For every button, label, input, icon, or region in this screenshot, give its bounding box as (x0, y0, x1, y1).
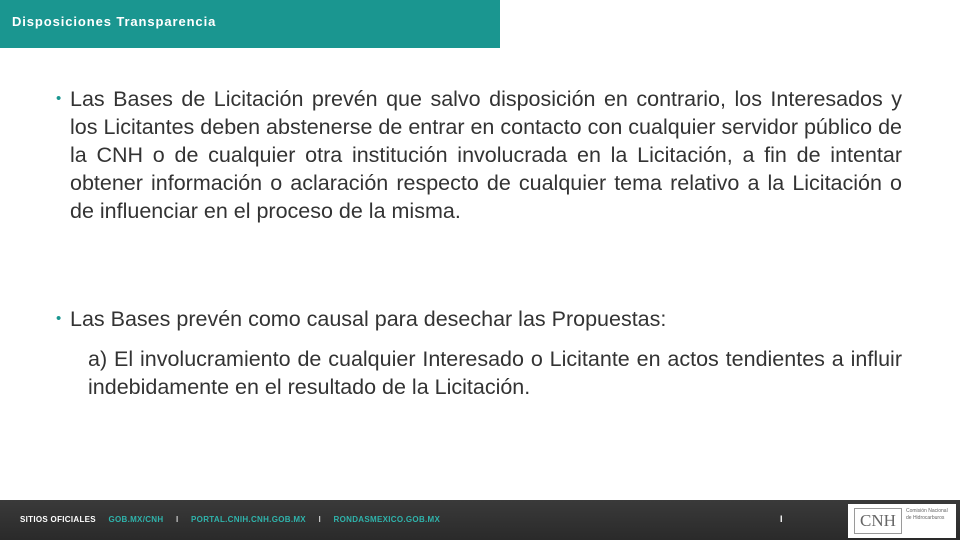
footer-separator: I (175, 515, 179, 524)
footer-separator: I (318, 515, 322, 524)
bullet-icon: • (56, 310, 62, 327)
footer-pager: I (780, 514, 783, 524)
footer-label: SITIOS OFICIALES (20, 515, 96, 524)
bullet-item-1 (56, 85, 902, 225)
bullet-text-1: Las Bases de Licitación prevén que salvo disposición en contrario, los Interesados y los Licitantes deben abstenerse de entrar en contacto con cualquier servidor público de la CNH o de cualquier otra institución involucrada en la Licitación, a fin de intentar obtener información o aclaración respecto de cualquier tema relativo a la Licitación o de influenciar en el proceso de la misma. (70, 87, 902, 223)
logo-mark: CNH (854, 508, 902, 534)
sub-item-marker: a) (88, 347, 114, 371)
bullet-icon: • (56, 90, 62, 107)
footer-link-rondas[interactable]: RONDASMEXICO.GOB.MX (333, 515, 441, 524)
footer-link-portal[interactable]: PORTAL.CNIH.CNH.GOB.MX (191, 515, 306, 524)
footer-bar (0, 500, 960, 540)
cnh-logo (848, 504, 956, 538)
bullet-text-2: Las Bases prevén como causal para desechar las Propuestas: (70, 307, 667, 331)
logo-text: Comisión Nacional de Hidrocarburos (906, 508, 948, 521)
footer-link-gob[interactable]: GOB.MX/CNH (108, 515, 164, 524)
footer-links (20, 515, 450, 524)
bullet-item-2 (56, 305, 902, 333)
sub-item-a (88, 345, 902, 401)
slide-title: Disposiciones Transparencia (12, 14, 217, 29)
sub-item-text: El involucramiento de cualquier Interesado o Licitante en actos tendientes a influir indebidamente en el resultado de la Licitación. (88, 347, 902, 399)
